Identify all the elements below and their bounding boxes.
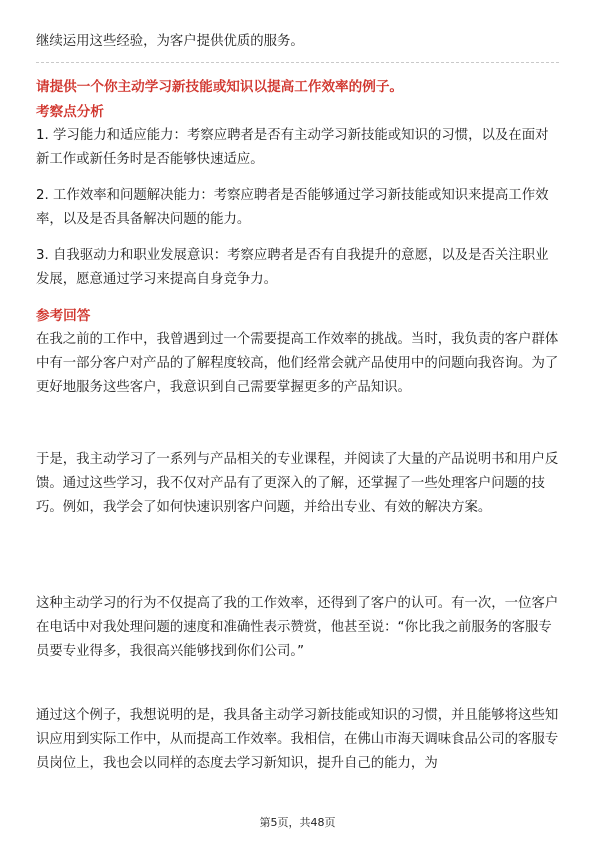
intro-line: 继续运用这些经验，为客户提供优质的服务。	[36, 34, 304, 49]
section-divider	[36, 62, 559, 63]
assessment-point-2: 2. 工作效率和问题解决能力：考察应聘者是否能够通过学习新技能或知识来提高工作效率，以及是否具备解决问题的能力。	[36, 188, 549, 227]
reference-paragraph-3: 这种主动学习的行为不仅提高了我的工作效率，还得到了客户的认可。有一次，一位客户在电话中对我处理问题的速度和准确性表示赞赏，他甚至说：“你比我之前服务的客服专员要专业得多，我很高兴能够找到你们公司。”	[36, 596, 559, 659]
reference-paragraph-2: 于是，我主动学习了一系列与产品相关的专业课程，并阅读了大量的产品说明书和用户反馈。通过这些学习，我不仅对产品有了更深入的了解，还掌握了一些处理客户问题的技巧。例如，我学会了如何快速识别客户问题，并给出专业、有效的解决方案。	[36, 452, 559, 515]
question-title: 请提供一个你主动学习新技能或知识以提高工作效率的例子。	[36, 79, 404, 95]
reference-paragraph-1: 在我之前的工作中，我曾遇到过一个需要提高工作效率的挑战。当时，我负责的客户群体中有一部分客户对产品的了解程度较高，他们经常会就产品使用中的问题向我咨询。为了更好地服务这些客户，我意识到自己需要掌握更多的产品知识。	[36, 332, 559, 395]
assessment-heading: 考察点分析	[36, 104, 104, 120]
assessment-point-1: 1. 学习能力和适应能力：考察应聘者是否有主动学习新技能或知识的习惯，以及在面对新工作或新任务时是否能够快速适应。	[36, 128, 549, 167]
assessment-point-3: 3. 自我驱动力和职业发展意识：考察应聘者是否有自我提升的意愿，以及是否关注职业发展，愿意通过学习来提高自身竞争力。	[36, 248, 549, 287]
reference-heading: 参考回答	[36, 308, 91, 324]
page-number: 第5页，共48页	[259, 816, 336, 829]
reference-paragraph-4: 通过这个例子，我想说明的是，我具备主动学习新技能或知识的习惯，并且能够将这些知识应用到实际工作中，从而提高工作效率。我相信，在佛山市海天调味食品公司的客服专员岗位上，我也会以同样的态度去学习新知识，提升自己的能力，为	[36, 708, 559, 771]
